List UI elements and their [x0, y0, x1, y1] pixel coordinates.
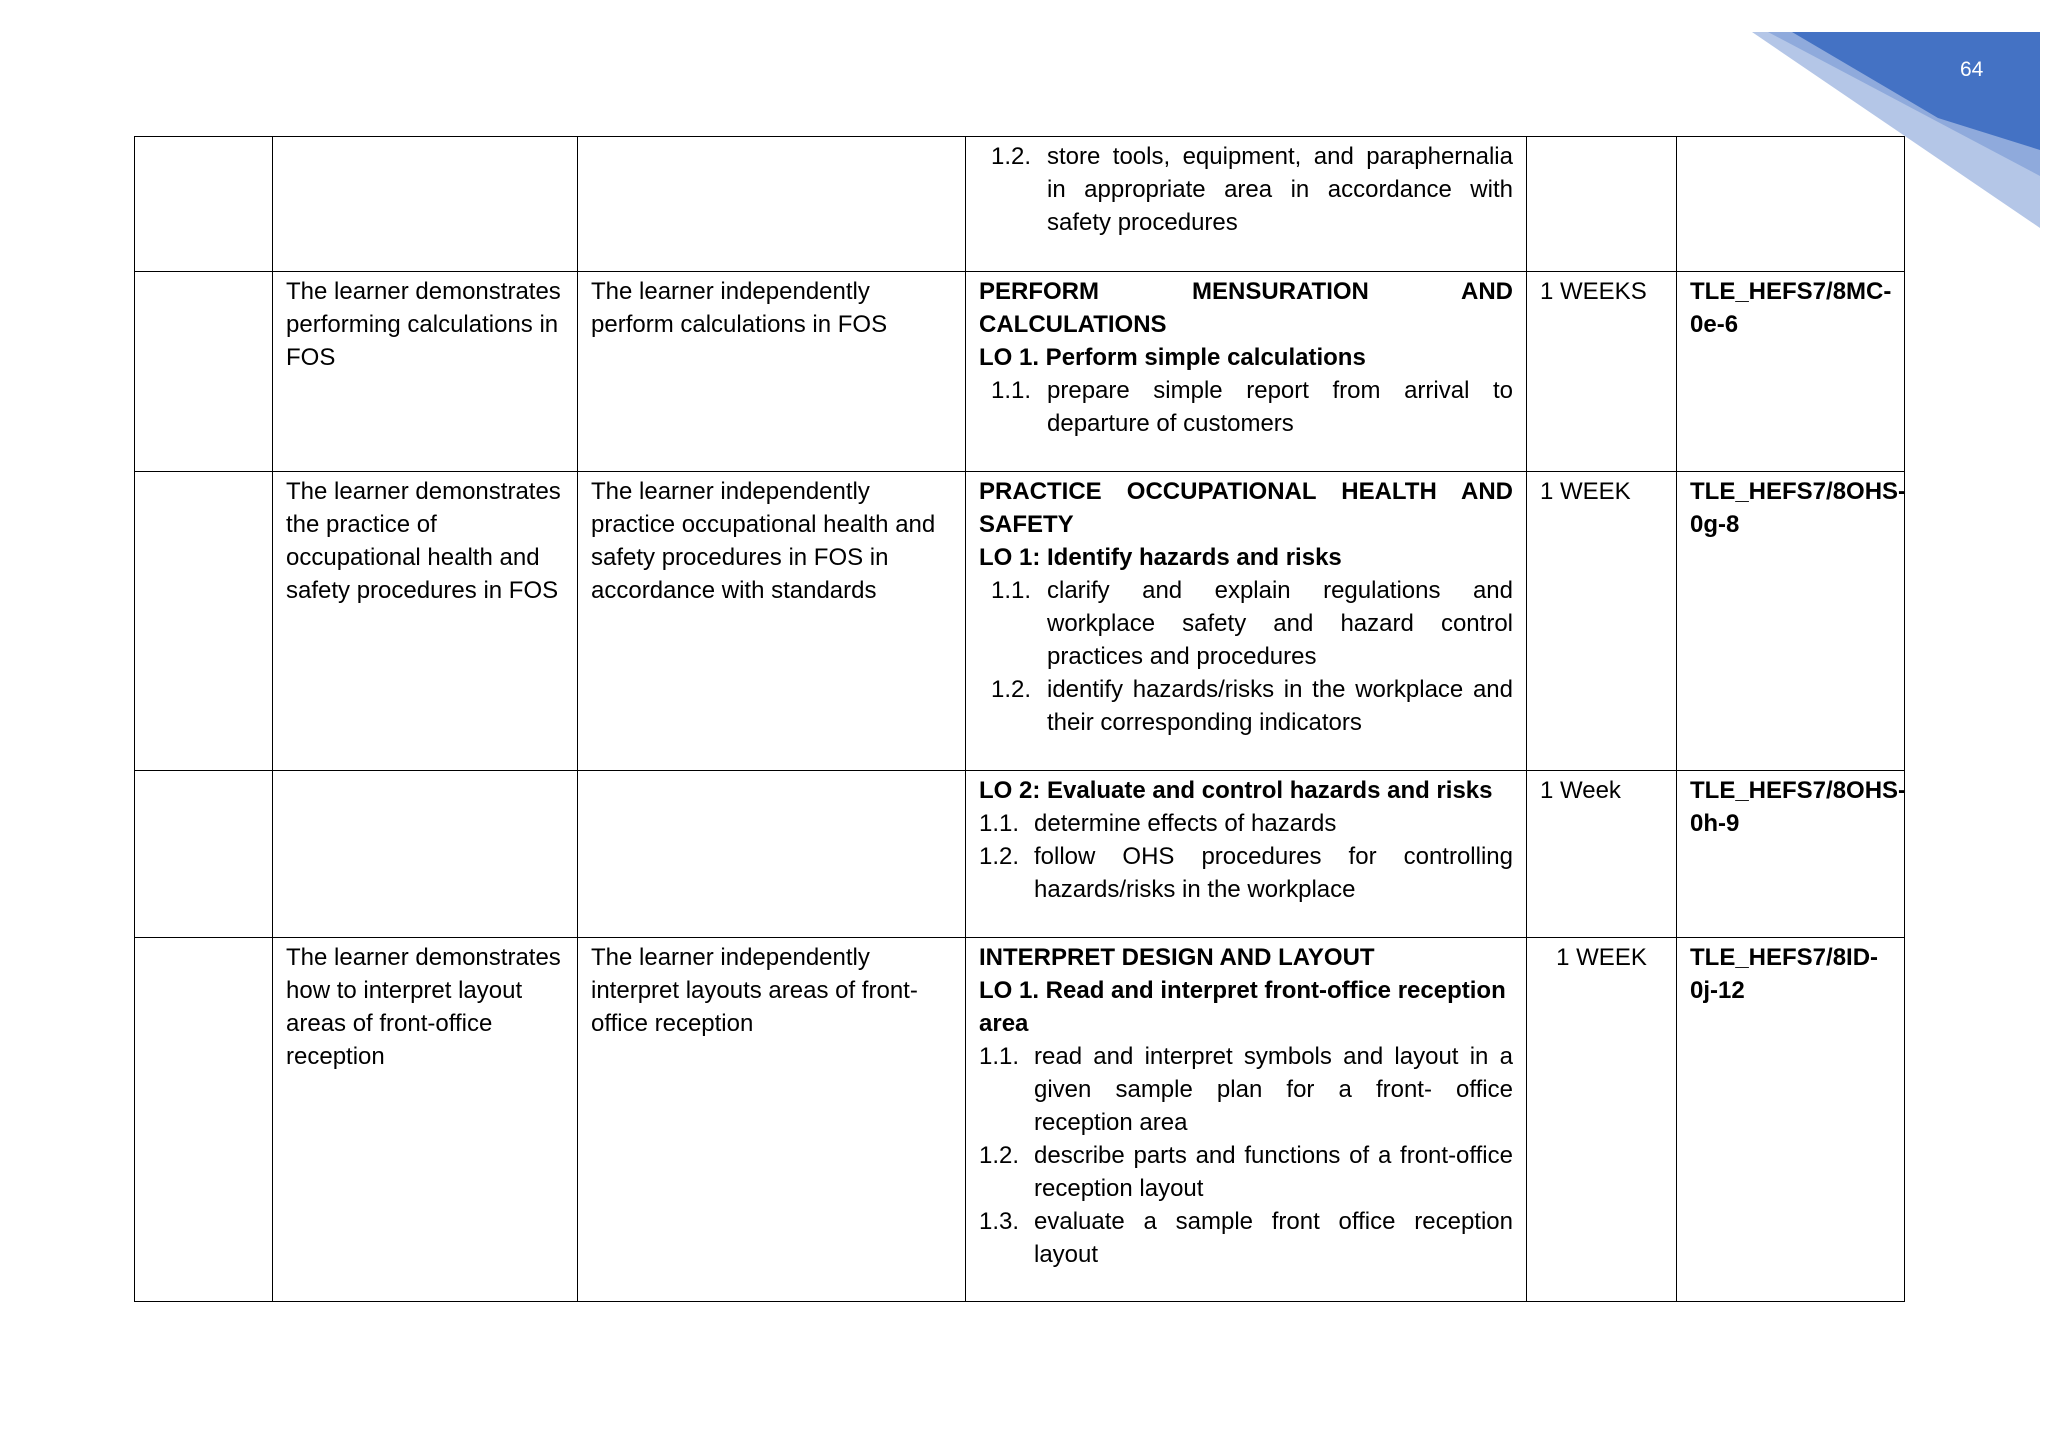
- content-standard-cell: The learner demonstrates the practice of occupational health and safety procedures in FOS: [273, 472, 578, 771]
- duration-cell: 1 Week: [1527, 771, 1677, 938]
- learning-competency-cell: [966, 771, 1527, 938]
- competency-item-number: 1.1.: [979, 1043, 1020, 1070]
- competency-item: [979, 840, 1513, 906]
- learning-outcome-title: LO 1. Perform simple calculations: [979, 344, 1366, 371]
- performance-standard-cell: [578, 771, 966, 938]
- competency-item-number: 1.2.: [979, 1142, 1020, 1169]
- duration-cell: 1 WEEK: [1527, 938, 1677, 1302]
- competency-item-text: clarify and explain regulations and workplace safety and hazard control practices and procedures: [1047, 577, 1513, 670]
- competency-item: [979, 673, 1513, 739]
- competency-item: [979, 374, 1513, 440]
- competency-item-text: determine effects of hazards: [1034, 810, 1337, 837]
- competency-item: [979, 807, 1513, 840]
- performance-standard-cell: The learner independently practice occupational health and safety procedures in FOS in accordance with standards: [578, 472, 966, 771]
- blank-cell: [135, 137, 273, 272]
- competency-item-number: 1.1.: [991, 377, 1032, 404]
- duration-cell: 1 WEEK: [1527, 472, 1677, 771]
- competency-item-text: evaluate a sample front office reception layout: [1034, 1208, 1513, 1268]
- competency-item: [979, 1205, 1513, 1271]
- competency-heading: PRACTICE OCCUPATIONAL HEALTH AND SAFETY: [979, 478, 1513, 538]
- competency-item-number: 1.2.: [991, 143, 1032, 170]
- code-cell: TLE_HEFS7/8ID-0j-12: [1677, 938, 1905, 1302]
- code-cell: [1677, 137, 1905, 272]
- competency-item: [979, 140, 1513, 239]
- code-cell: TLE_HEFS7/8OHS-0g-8: [1677, 472, 1905, 771]
- table-row: [135, 272, 1905, 472]
- competency-item-number: 1.3.: [979, 1208, 1020, 1235]
- code-cell: TLE_HEFS7/8MC-0e-6: [1677, 272, 1905, 472]
- competency-item-text: describe parts and functions of a front-office reception layout: [1034, 1142, 1513, 1202]
- learning-outcome-title: LO 2: Evaluate and control hazards and risks: [979, 777, 1493, 804]
- blank-cell: [135, 472, 273, 771]
- competency-item-text: prepare simple report from arrival to departure of customers: [1047, 377, 1513, 437]
- competency-item-text: identify hazards/risks in the workplace and their corresponding indicators: [1047, 676, 1513, 736]
- competency-heading: PERFORM MENSURATION AND CALCULATIONS: [979, 278, 1513, 338]
- competency-item: [979, 574, 1513, 673]
- page-number: 64: [1960, 58, 1984, 81]
- content-standard-cell: [273, 771, 578, 938]
- content-standard-cell: The learner demonstrates performing calculations in FOS: [273, 272, 578, 472]
- duration-cell: [1527, 137, 1677, 272]
- table-row: [135, 137, 1905, 272]
- blank-cell: [135, 771, 273, 938]
- learning-competency-cell: [966, 272, 1527, 472]
- table-row: [135, 938, 1905, 1302]
- learning-competency-cell: [966, 938, 1527, 1302]
- blank-cell: [135, 938, 273, 1302]
- code-cell: TLE_HEFS7/8OHS-0h-9: [1677, 771, 1905, 938]
- performance-standard-cell: [578, 137, 966, 272]
- performance-standard-cell: The learner independently interpret layouts areas of front-office reception: [578, 938, 966, 1302]
- learning-outcome-title: LO 1. Read and interpret front-office reception area: [979, 977, 1506, 1037]
- competency-item: [979, 1040, 1513, 1139]
- competency-item-number: 1.2.: [979, 843, 1020, 870]
- learning-competency-cell: [966, 137, 1527, 272]
- competency-item: [979, 1139, 1513, 1205]
- content-standard-cell: [273, 137, 578, 272]
- learning-outcome-title: LO 1: Identify hazards and risks: [979, 544, 1342, 571]
- curriculum-guide-table: [134, 136, 1905, 1302]
- performance-standard-cell: The learner independently perform calculations in FOS: [578, 272, 966, 472]
- blank-cell: [135, 272, 273, 472]
- competency-item-number: 1.2.: [991, 676, 1032, 703]
- competency-item-text: read and interpret symbols and layout in a given sample plan for a front- office reception area: [1034, 1043, 1513, 1136]
- learning-competency-cell: [966, 472, 1527, 771]
- content-standard-cell: The learner demonstrates how to interpret layout areas of front-office reception: [273, 938, 578, 1302]
- competency-item-number: 1.1.: [991, 577, 1032, 604]
- table-row: [135, 771, 1905, 938]
- competency-item-text: store tools, equipment, and paraphernalia in appropriate area in accordance with safety procedures: [1047, 143, 1513, 236]
- competency-item-number: 1.1.: [979, 810, 1020, 837]
- competency-heading: INTERPRET DESIGN AND LAYOUT: [979, 944, 1375, 971]
- duration-cell: 1 WEEKS: [1527, 272, 1677, 472]
- table-row: [135, 472, 1905, 771]
- competency-item-text: follow OHS procedures for controlling hazards/risks in the workplace: [1034, 843, 1513, 903]
